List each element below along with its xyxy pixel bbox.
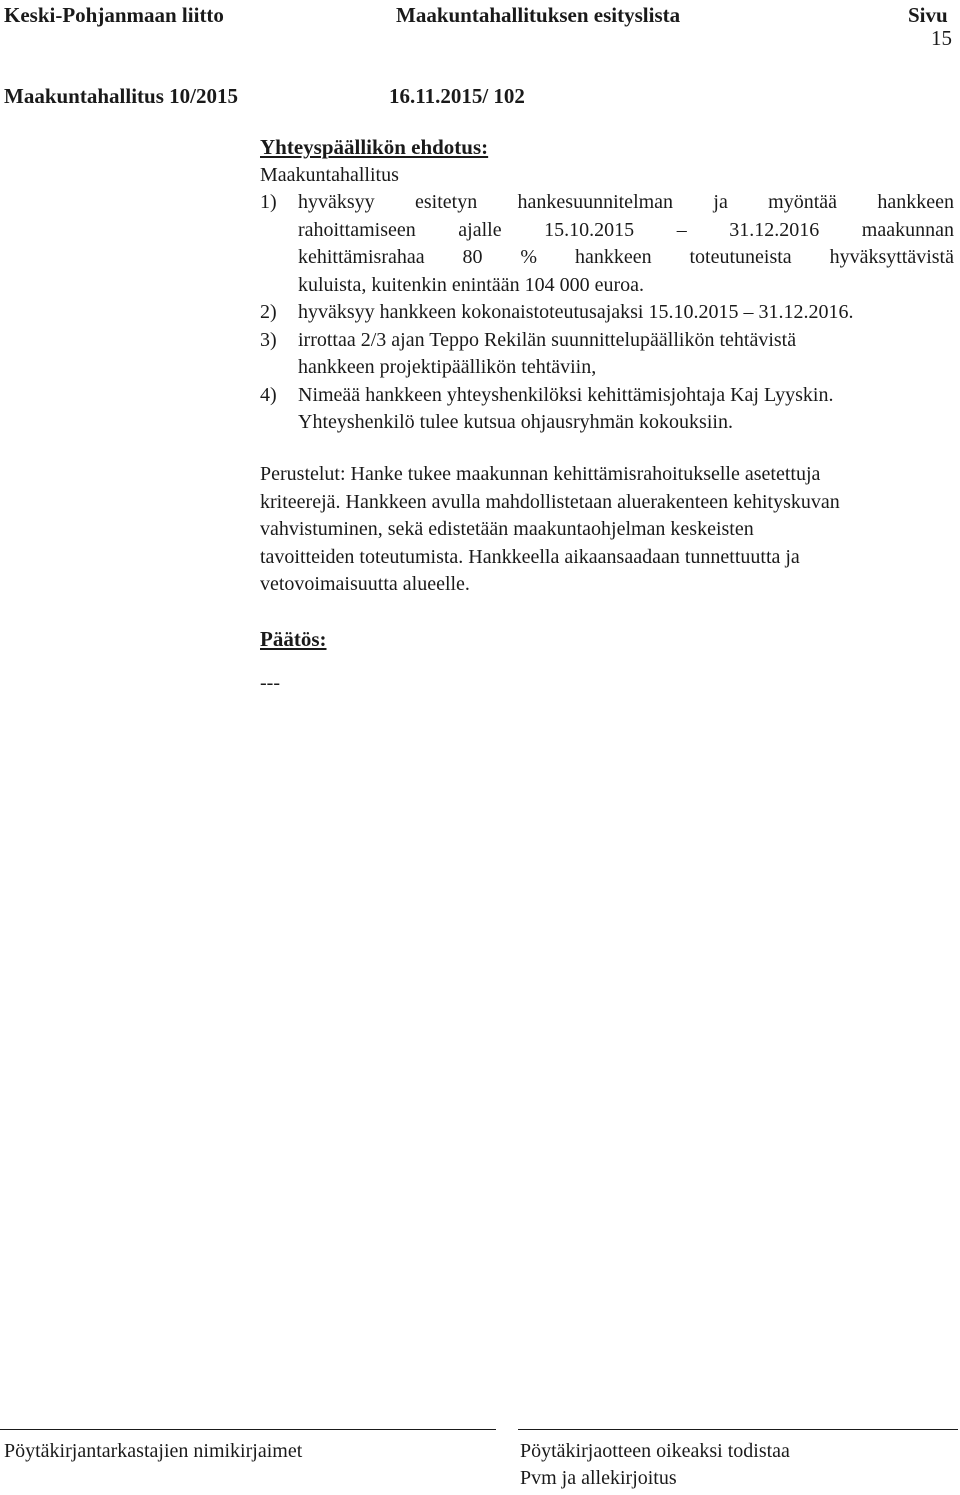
item-line: hankkeen projektipäällikön tehtäviin, [298, 356, 597, 378]
item-number: 1) [260, 191, 277, 213]
rationale-line: kriteerejä. Hankkeen avulla mahdollistetaan aluerakenteen kehityskuvan [260, 490, 840, 513]
proposal-item-4 [260, 382, 954, 437]
footer-certification-label: Pöytäkirjaotteen oikeaksi todistaa [520, 1440, 790, 1462]
item-number: 3) [260, 328, 277, 351]
proposal-heading: Yhteyspäällikön ehdotus: [260, 135, 489, 159]
rationale-line: Perustelut: Hanke tukee maakunnan kehittämisrahoitukselle asetettuja [260, 463, 821, 485]
page-number: 15 [931, 26, 952, 50]
document-type: Maakuntahallituksen esityslista [396, 3, 681, 27]
footer-divider-right [518, 1429, 958, 1430]
meeting-body: Maakuntahallitus 10/2015 [4, 84, 238, 108]
item-line: irrottaa 2/3 ajan Teppo Rekilän suunnittelupäällikön tehtävistä [298, 328, 797, 351]
item-line: Nimeää hankkeen yhteyshenkilöksi kehittämisjohtaja Kaj Lyyskin. [298, 383, 834, 406]
rationale-line: vahvistuminen, sekä edistetään maakuntaohjelman keskeisten [260, 518, 754, 540]
item-line: Yhteyshenkilö tulee kutsua ohjausryhmän kokouksiin. [298, 411, 733, 433]
organization-name: Keski-Pohjanmaan liitto [4, 3, 224, 27]
footer-date-signature-label: Pvm ja allekirjoitus [520, 1467, 677, 1489]
item-line: kehittämisrahaa 80 % hankkeen toteutuneista hyväksyttävistä [298, 246, 954, 268]
item-number: 2) [260, 301, 277, 323]
item-number: 4) [260, 383, 277, 406]
decision-section [260, 626, 954, 697]
item-line: kuluista, kuitenkin enintään 104 000 euroa. [298, 273, 645, 296]
item-line: hyväksyy esitetyn hankesuunnitelman ja myöntää hankkeen [298, 191, 954, 213]
proposal-subject: Maakuntahallitus [260, 163, 399, 186]
decision-heading: Päätös: [260, 627, 327, 651]
meeting-date-section: 16.11.2015/ 102 [389, 84, 525, 108]
rationale-line: tavoitteiden toteutumista. Hankkeella aikaansaadaan tunnettuutta ja [260, 545, 800, 568]
proposal-item-2 [260, 299, 954, 327]
page-label: Sivu [908, 3, 948, 27]
item-line: hyväksyy hankkeen kokonaistoteutusajaksi 15.10.2015 – 31.12.2016. [298, 301, 854, 323]
proposal-section [260, 134, 954, 437]
proposal-item-3 [260, 327, 954, 382]
rationale-line: vetovoimaisuutta alueelle. [260, 573, 470, 595]
item-line: rahoittamiseen ajalle 15.10.2015 – 31.12.2016 maakunnan [298, 218, 954, 241]
footer-divider-left [0, 1429, 496, 1430]
rationale-paragraph [260, 461, 954, 599]
decision-text: --- [260, 671, 280, 694]
footer-initials-label: Pöytäkirjantarkastajien nimikirjaimet [4, 1440, 303, 1462]
proposal-item-1 [260, 189, 954, 299]
